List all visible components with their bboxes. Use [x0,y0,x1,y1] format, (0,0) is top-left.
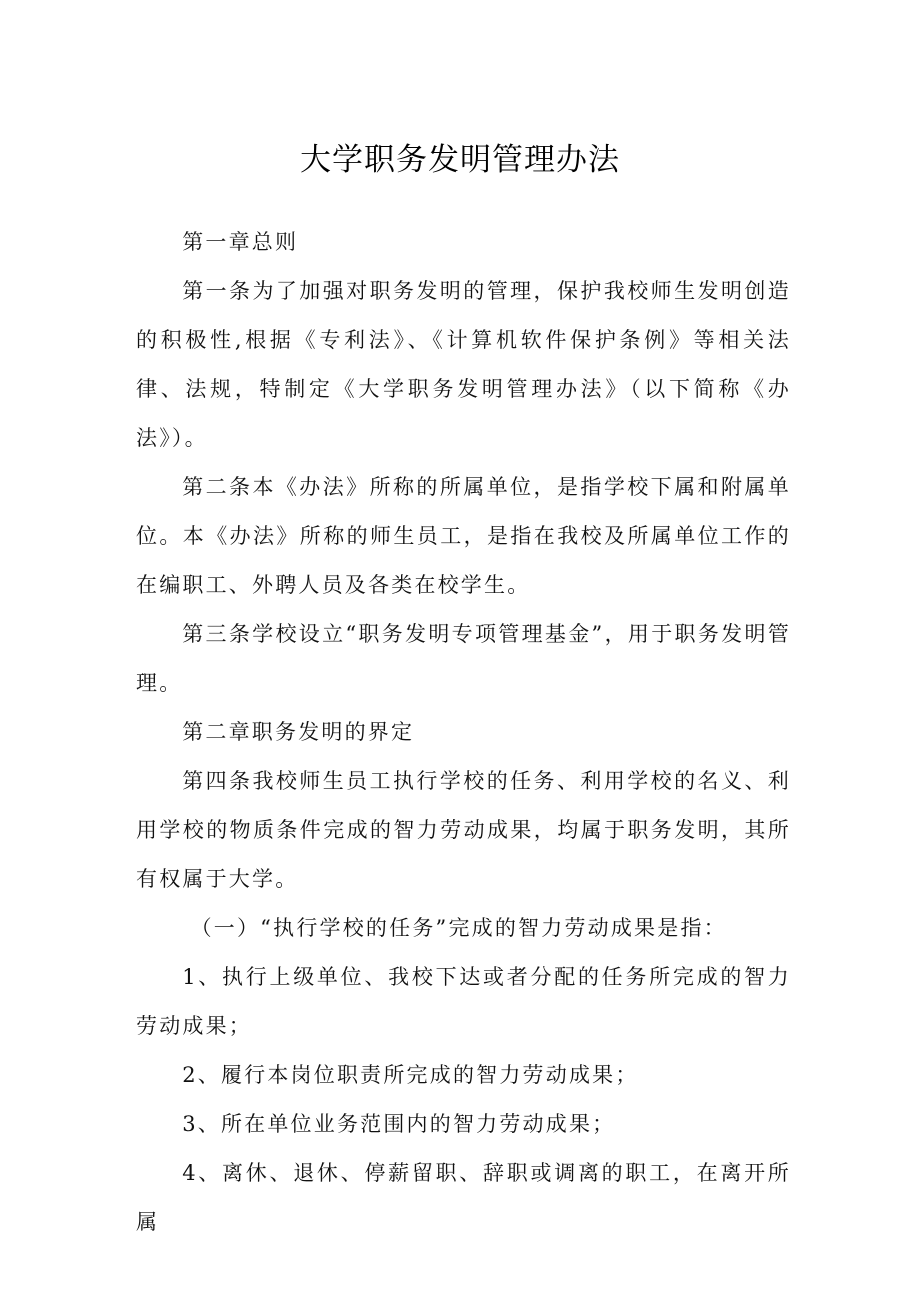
list-item: 1、执行上级单位、我校下达或者分配的任务所完成的智力劳动成果； [136,965,791,1038]
list-item: 3、所在单位业务范围内的智力劳动成果； [182,1112,616,1136]
list-item: 4、离休、退休、停薪留职、辞职或调离的职工，在离开所属 [136,1161,791,1234]
article-paragraph: 第二条本《办法》所称的所属单位，是指学校下属和附属单位。本《办法》所称的师生员工，是指在我校及所属单位工作的在编职工、外聘人员及各类在校学生。 [136,475,791,597]
document-body [136,218,791,1247]
chapter-heading: 第一章总则 [182,230,299,254]
clause-heading: （一）“执行学校的任务”完成的智力劳动成果是指： [190,916,727,940]
article-paragraph: 第一条为了加强对职务发明的管理，保护我校师生发明创造的积极性,根据《专利法》、《计算机软件保护条例》等相关法律、法规，特制定《大学职务发明管理办法》（以下简称《办法》）。 [136,279,791,450]
document-title: 大学职务发明管理办法 [300,142,620,178]
article-paragraph: 第三条学校设立“职务发明专项管理基金”，用于职务发明管理。 [136,622,791,695]
article-paragraph: 第四条我校师生员工执行学校的任务、利用学校的名义、利用学校的物质条件完成的智力劳动成果，均属于职务发明，其所有权属于大学。 [136,769,791,891]
list-item: 2、履行本岗位职责所完成的智力劳动成果； [182,1063,639,1087]
chapter-heading: 第二章职务发明的界定 [182,720,415,744]
